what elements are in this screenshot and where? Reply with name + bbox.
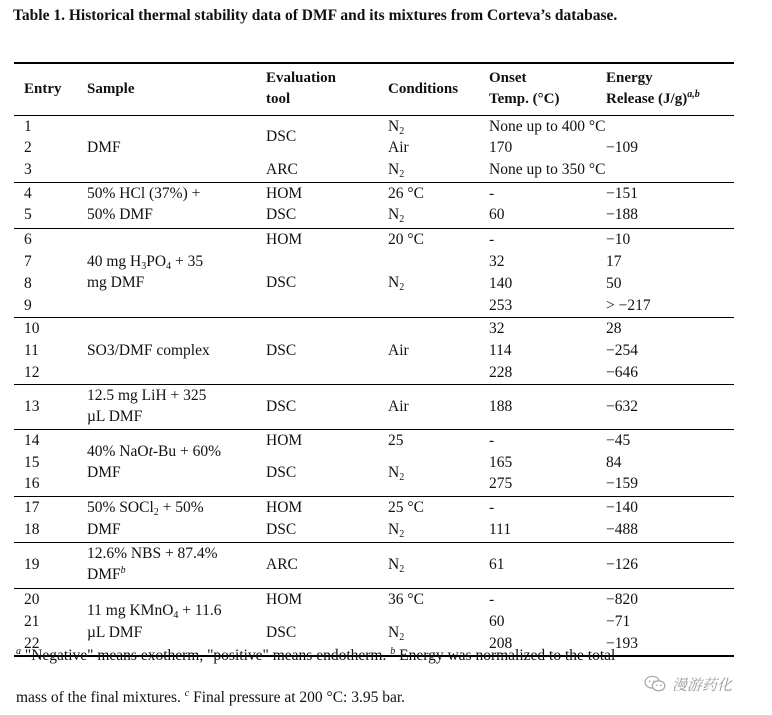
energy-cell: −254 <box>606 342 638 359</box>
sample-cell-line1: 40 mg $H_3PO_4 + 35$ <box>87 253 204 272</box>
group-naotbu <box>14 430 734 497</box>
sample-cell-line1: 50% SOCl$_2$ + 50% <box>87 499 204 518</box>
energy-cell: > −217 <box>606 297 651 314</box>
group-h3po4 <box>14 229 734 318</box>
energy-cell: −488 <box>606 521 638 538</box>
entry-cell: 15 <box>24 454 40 471</box>
sample-cell-line2: 50% DMF <box>87 206 153 223</box>
entry-cell: 13 <box>24 398 40 415</box>
onset-cell: - <box>489 499 495 516</box>
table-footnote <box>16 646 746 708</box>
entry-cell: 11 <box>24 342 39 359</box>
footnote-line1: $^a$ "Negative" means exotherm, "positive" means endotherm. $^b$ Energy was normalized to the total <box>16 646 616 664</box>
energy-cell: −140 <box>606 499 638 516</box>
conditions-cell: $N_2$ <box>388 624 405 643</box>
tool-cell: HOM <box>266 185 303 202</box>
header-sample: Sample <box>87 81 135 97</box>
entry-cell: 16 <box>24 475 40 492</box>
tool-cell: HOM <box>266 591 303 608</box>
entry-cell: 6 <box>24 231 32 248</box>
onset-cell: 275 <box>489 475 513 492</box>
tool-cell: DSC <box>266 274 297 291</box>
entry-cell: 20 <box>24 591 40 608</box>
onset-cell: - <box>489 231 495 248</box>
entry-cell: 5 <box>24 206 32 223</box>
header-conditions: Conditions <box>388 81 459 97</box>
header-onset-line2: Temp. (°C) <box>489 91 560 107</box>
onset-cell: None up to 400 °C <box>489 118 606 135</box>
conditions-cell: 25 <box>388 432 404 449</box>
onset-cell: 165 <box>489 454 513 471</box>
tool-cell: DSC <box>266 624 297 641</box>
onset-cell: 32 <box>489 320 505 337</box>
tool-cell: DSC <box>266 521 297 538</box>
group-nbs <box>14 543 734 589</box>
footnote-line2: mass of the final mixtures. $^c$ Final pressure at 200 °C: 3.95 bar. <box>16 688 406 706</box>
conditions-cell: $N_2$ <box>388 556 405 575</box>
table-header <box>14 64 734 116</box>
energy-cell: −45 <box>606 432 631 449</box>
conditions-cell: 26 °C <box>388 185 424 202</box>
thermal-stability-table <box>14 62 734 657</box>
group-socl2 <box>14 497 734 543</box>
conditions-cell: 36 °C <box>388 591 424 608</box>
entry-cell: 10 <box>24 320 40 337</box>
tool-cell: HOM <box>266 499 303 516</box>
sample-cell-line2: µL DMF <box>87 624 143 641</box>
entry-cell: 19 <box>24 556 40 573</box>
tool-cell: ARC <box>266 556 298 573</box>
energy-cell: −10 <box>606 231 631 248</box>
conditions-cell: 25 °C <box>388 499 424 516</box>
table-caption: Table 1. Historical thermal stability data of DMF and its mixtures from Corteva’s database. <box>13 7 618 24</box>
conditions-cell: $N_2$ <box>388 118 405 137</box>
energy-cell: −188 <box>606 206 638 223</box>
energy-cell: −193 <box>606 635 638 652</box>
entry-cell: 2 <box>24 139 32 156</box>
onset-cell: 61 <box>489 556 505 573</box>
header-energy-line1: Energy <box>606 70 653 86</box>
sample-cell-line1: 11 mg KMnO$_4$ + 11.6 <box>87 602 222 621</box>
sample-cell-line1: 12.5 mg LiH + 325 <box>87 387 207 404</box>
energy-cell: −109 <box>606 139 638 156</box>
entry-cell: 7 <box>24 253 32 270</box>
sample-cell-line2: DMF <box>87 464 121 481</box>
entry-cell: 22 <box>24 635 40 652</box>
sample-cell-line1: 40% NaOt-Bu + 60% <box>87 443 222 460</box>
conditions-cell: $N_2$ <box>388 521 405 540</box>
conditions-cell: Air <box>388 342 409 359</box>
entry-cell: 18 <box>24 521 40 538</box>
entry-cell: 1 <box>24 118 32 135</box>
onset-cell: 228 <box>489 364 513 381</box>
watermark <box>644 672 732 696</box>
entry-cell: 14 <box>24 432 40 449</box>
energy-cell: −126 <box>606 556 638 573</box>
header-onset-line1: Onset <box>489 70 527 86</box>
energy-cell: 50 <box>606 275 622 292</box>
energy-cell: −151 <box>606 185 638 202</box>
conditions-cell: 20 °C <box>388 231 424 248</box>
tool-cell: DSC <box>266 128 297 145</box>
conditions-cell: Air <box>388 139 409 156</box>
conditions-cell: $N_2$ <box>388 161 405 180</box>
sample-cell-line1: 12.6% NBS + 87.4% <box>87 545 218 562</box>
energy-cell: −71 <box>606 613 631 630</box>
onset-cell: - <box>489 591 495 608</box>
onset-cell: 208 <box>489 635 513 652</box>
tool-cell: ARC <box>266 161 298 178</box>
energy-cell: −632 <box>606 398 638 415</box>
conditions-cell: $N_2$ <box>388 274 405 293</box>
onset-cell: 140 <box>489 275 513 292</box>
conditions-cell: $N_2$ <box>388 464 405 483</box>
entry-cell: 8 <box>24 275 32 292</box>
header-entry: Entry <box>24 81 62 97</box>
onset-cell: 60 <box>489 206 505 223</box>
sample-cell-line2: DMF <box>87 521 121 538</box>
sample-cell: DMF <box>87 139 121 156</box>
tool-cell: DSC <box>266 464 297 481</box>
entry-cell: 9 <box>24 297 32 314</box>
onset-cell: 188 <box>489 398 513 415</box>
onset-cell: 60 <box>489 613 505 630</box>
header-energy-line2: Release $(J/g)^{a,b}$ <box>606 89 700 107</box>
energy-cell: 28 <box>606 320 622 337</box>
energy-cell: 17 <box>606 253 622 270</box>
onset-cell: - <box>489 185 495 202</box>
group-lih <box>14 385 734 430</box>
group-hcl <box>14 183 734 229</box>
sample-cell-line2: DMF$^b$ <box>87 565 126 583</box>
tool-cell: DSC <box>266 206 297 223</box>
energy-cell: −820 <box>606 591 638 608</box>
header-tool-line2: tool <box>266 91 291 107</box>
tool-cell: DSC <box>266 398 297 415</box>
sample-cell-line2: µL DMF <box>87 408 143 425</box>
wechat-icon <box>644 675 666 693</box>
entry-cell: 21 <box>24 613 40 630</box>
energy-cell: −159 <box>606 475 638 492</box>
header-tool-line1: Evaluation <box>266 70 337 86</box>
group-dmf <box>14 116 734 183</box>
sample-cell-line2: mg DMF <box>87 274 145 291</box>
onset-cell: 32 <box>489 253 505 270</box>
tool-cell: HOM <box>266 231 303 248</box>
tool-cell: DSC <box>266 342 297 359</box>
entry-cell: 17 <box>24 499 40 516</box>
tool-cell: HOM <box>266 432 303 449</box>
watermark-text: 漫游药化 <box>672 675 733 694</box>
onset-cell: 253 <box>489 297 513 314</box>
onset-cell: None up to 350 °C <box>489 161 606 178</box>
energy-cell: 84 <box>606 454 622 471</box>
conditions-cell: $N_2$ <box>388 206 405 225</box>
onset-cell: - <box>489 432 495 449</box>
sample-cell-line1: 50% HCl (37%) + <box>87 185 201 202</box>
entry-cell: 3 <box>24 161 32 178</box>
sample-cell: SO3/DMF complex <box>87 342 210 359</box>
onset-cell: 170 <box>489 139 513 156</box>
group-so3 <box>14 318 734 385</box>
onset-cell: 111 <box>489 521 512 538</box>
entry-cell: 12 <box>24 364 40 381</box>
energy-cell: −646 <box>606 364 638 381</box>
entry-cell: 4 <box>24 185 32 202</box>
conditions-cell: Air <box>388 398 409 415</box>
onset-cell: 114 <box>489 342 512 359</box>
